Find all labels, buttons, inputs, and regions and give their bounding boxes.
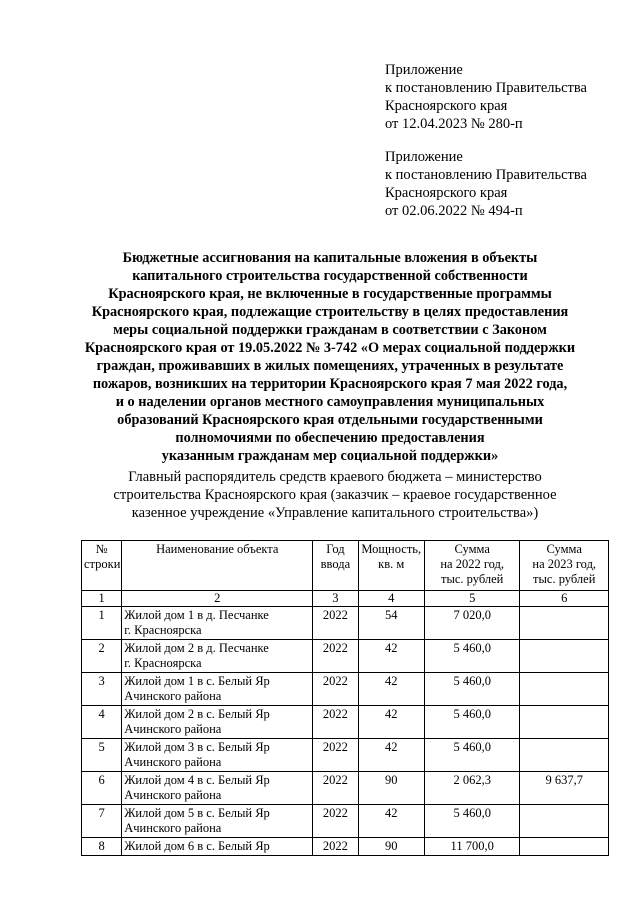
document-title: [60, 249, 600, 465]
header-sum-2022: Сумма на 2022 год, тыс. рублей: [424, 541, 520, 591]
object-name: Жилой дом 4 в с. Белый Яр Ачинского района: [122, 772, 313, 805]
sum-2023-value: [520, 673, 609, 706]
title-line: Красноярского края, не включенные в государственные программы: [108, 286, 552, 302]
capacity-value: 90: [358, 838, 424, 856]
year-value: 2022: [313, 640, 358, 673]
table-row: [82, 640, 609, 673]
year-value: 2022: [313, 805, 358, 838]
title-line: меры социальной поддержки гражданам в соответствии с Законом: [113, 322, 547, 338]
sum-2022-value: 2 062,3: [424, 772, 520, 805]
title-line: граждан, проживавших в жилых помещениях, утраченных в результате: [96, 358, 564, 374]
sum-2023-value: [520, 706, 609, 739]
sum-2022-value: 5 460,0: [424, 640, 520, 673]
title-line: капитального строительства государственной собственности: [132, 268, 528, 284]
row-number: 8: [82, 838, 122, 856]
column-number: 1: [82, 591, 122, 607]
appendix-1-line-4: от 12.04.2023 № 280-п: [385, 116, 523, 132]
header-object-name: Наименование объекта: [122, 541, 313, 591]
document-subtitle: [55, 468, 615, 522]
column-number: 5: [424, 591, 520, 607]
column-number: 6: [520, 591, 609, 607]
title-line: указанным гражданам мер социальной поддержки»: [161, 448, 499, 464]
appendix-2-line-3: Красноярского края: [385, 185, 508, 201]
appendix-1-line-3: Красноярского края: [385, 98, 508, 114]
object-name: Жилой дом 1 в с. Белый Яр Ачинского района: [122, 673, 313, 706]
header-sum-2023: Сумма на 2023 год, тыс. рублей: [520, 541, 609, 591]
title-line: Красноярского края от 19.05.2022 № 3-742 «О мерах социальной поддержки: [84, 340, 576, 356]
title-line: полномочиями по обеспечению предоставления: [175, 430, 485, 446]
capacity-value: 42: [358, 673, 424, 706]
capacity-value: 90: [358, 772, 424, 805]
title-line: и о наделении органов местного самоуправления муниципальных: [115, 394, 545, 410]
sum-2022-value: 5 460,0: [424, 805, 520, 838]
table-header-row: [82, 541, 609, 591]
year-value: 2022: [313, 607, 358, 640]
capacity-value: 42: [358, 805, 424, 838]
row-number: 6: [82, 772, 122, 805]
appendix-1-line-1: Приложение: [385, 62, 463, 78]
row-number: 3: [82, 673, 122, 706]
row-number: 4: [82, 706, 122, 739]
year-value: 2022: [313, 838, 358, 856]
row-number: 2: [82, 640, 122, 673]
sum-2022-value: 5 460,0: [424, 706, 520, 739]
sum-2023-value: [520, 838, 609, 856]
column-number: 3: [313, 591, 358, 607]
header-row-number: № строки: [82, 541, 122, 591]
capacity-value: 42: [358, 640, 424, 673]
object-name: Жилой дом 5 в с. Белый Яр Ачинского района: [122, 805, 313, 838]
table-row: [82, 673, 609, 706]
subtitle-line: строительства Красноярского края (заказчик – краевое государственное: [113, 487, 557, 503]
object-name: Жилой дом 3 в с. Белый Яр Ачинского района: [122, 739, 313, 772]
capacity-value: 42: [358, 739, 424, 772]
row-number: 7: [82, 805, 122, 838]
sum-2023-value: [520, 805, 609, 838]
subtitle-line: казенное учреждение «Управление капитального строительства»): [131, 505, 539, 521]
sum-2023-value: [520, 607, 609, 640]
title-line: пожаров, возникших на территории Красноярского края 7 мая 2022 года,: [92, 376, 568, 392]
subtitle-line: Главный распорядитель средств краевого бюджета – министерство: [128, 469, 542, 485]
capacity-value: 54: [358, 607, 424, 640]
header-capacity: Мощность, кв. м: [358, 541, 424, 591]
appendix-block-1: [385, 61, 635, 133]
object-name: Жилой дом 2 в д. Песчанке г. Красноярска: [122, 640, 313, 673]
column-number: 4: [358, 591, 424, 607]
appendix-2-line-4: от 02.06.2022 № 494-п: [385, 203, 523, 219]
column-number: 2: [122, 591, 313, 607]
year-value: 2022: [313, 673, 358, 706]
appendix-2-line-2: к постановлению Правительства: [385, 167, 587, 183]
table-row: [82, 772, 609, 805]
sum-2023-value: [520, 640, 609, 673]
row-number: 5: [82, 739, 122, 772]
object-name: Жилой дом 1 в д. Песчанке г. Красноярска: [122, 607, 313, 640]
capacity-value: 42: [358, 706, 424, 739]
object-name: Жилой дом 6 в с. Белый Яр: [122, 838, 313, 856]
row-number: 1: [82, 607, 122, 640]
table-row: [82, 706, 609, 739]
year-value: 2022: [313, 706, 358, 739]
sum-2022-value: 5 460,0: [424, 673, 520, 706]
appendix-block-2: [385, 148, 635, 220]
title-line: Красноярского края, подлежащие строительству в целях предоставления: [91, 304, 569, 320]
table-row: [82, 739, 609, 772]
objects-table: [81, 540, 609, 856]
table-row: [82, 805, 609, 838]
table-row: [82, 838, 609, 856]
column-numbers-row: [82, 591, 609, 607]
header-year: Год ввода: [313, 541, 358, 591]
year-value: 2022: [313, 739, 358, 772]
appendix-1-line-2: к постановлению Правительства: [385, 80, 587, 96]
object-name: Жилой дом 2 в с. Белый Яр Ачинского района: [122, 706, 313, 739]
title-line: образований Красноярского края отдельными государственными: [117, 412, 543, 428]
sum-2023-value: 9 637,7: [520, 772, 609, 805]
sum-2022-value: 11 700,0: [424, 838, 520, 856]
sum-2022-value: 7 020,0: [424, 607, 520, 640]
title-line: Бюджетные ассигнования на капитальные вложения в объекты: [122, 250, 538, 266]
appendix-2-line-1: Приложение: [385, 149, 463, 165]
table-row: [82, 607, 609, 640]
sum-2022-value: 5 460,0: [424, 739, 520, 772]
year-value: 2022: [313, 772, 358, 805]
sum-2023-value: [520, 739, 609, 772]
